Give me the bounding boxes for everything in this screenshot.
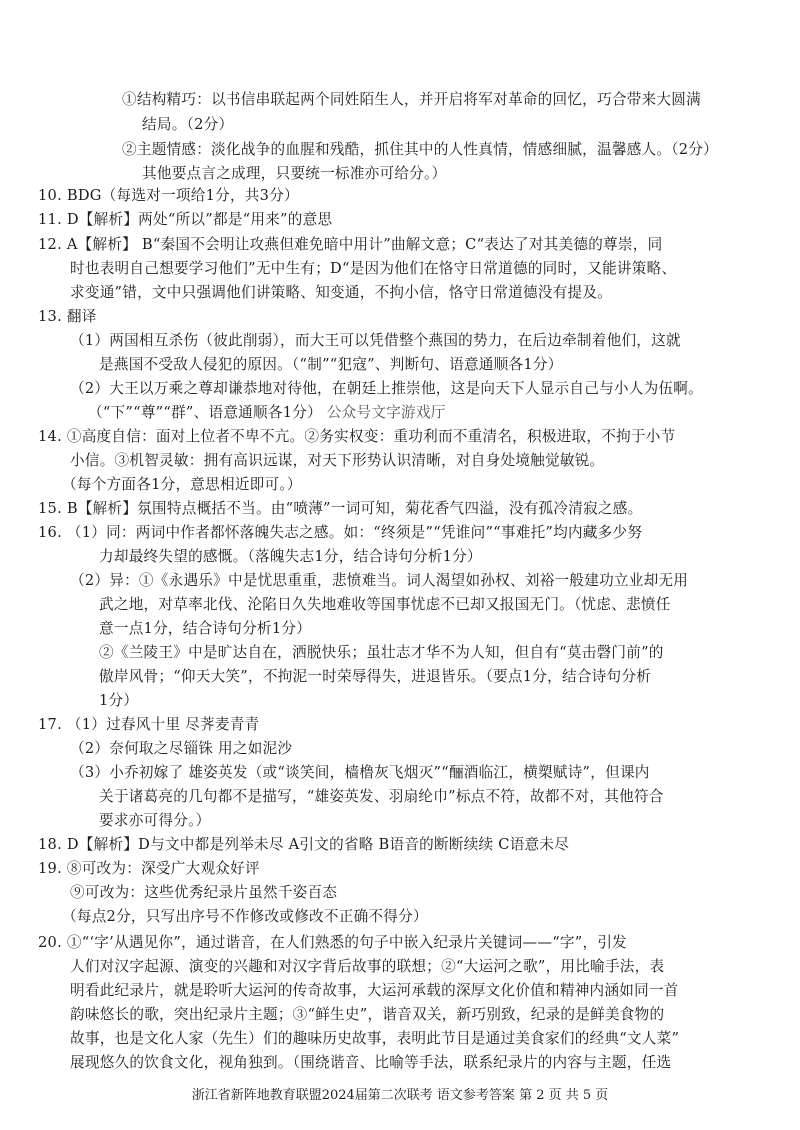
text-line: 其他要点言之成理，只要统一标准亦可给分。） xyxy=(142,165,447,182)
watermark: 公众号文字游戏厅 xyxy=(326,404,446,421)
text-line: 力却最终失望的感慨。（落魄失志1分，结合诗句分析1分） xyxy=(99,548,482,565)
text-line: ②《兰陵王》中是旷达自在，洒脱快乐；虽壮志才华不为人知，但自有“莫击磬门前”的 xyxy=(99,644,664,661)
text-line: 武之地，对草率北伐、沦陷日久失地难收等国事忧虑不已却又报国无门。（忧虑、悲愤任 xyxy=(99,596,671,613)
text-line: 10. BDG（每选对一项给1分，共3分） xyxy=(38,187,299,204)
text-span: （“下”“尊”“群”、语意通顺各1分） xyxy=(88,404,322,421)
text-line: 要求亦可得分。） xyxy=(99,812,211,829)
text-line: 15. B【解析】氛围特点概括不当。由“喷薄”一词可知，菊花香气四溢，没有孤冷清寂之感。 xyxy=(38,500,643,517)
text-line: 明看此纪录片，就是聆听大运河的传奇故事，大运河承载的深厚文化价值和精神内涵如同一首 xyxy=(70,982,679,999)
text-line: （1）两国相互杀伤（彼此削弱），而大王可以凭借整个燕国的势力，在后边牵制着他们，这就 xyxy=(70,332,681,349)
text-line: 14. ①高度自信：面对上位者不卑不亢。②务实权变：重功利而不重清名，积极进取，不拘于小节 xyxy=(38,428,676,445)
text-line: 傲岸风骨；“仰天大笑”，不拘泥一时荣辱得失，进退皆乐。（要点1分，结合诗句分析 xyxy=(99,668,652,685)
text-line: （3）小乔初嫁了 雄姿英发（或“谈笑间，樯橹灰飞烟灭”“酾酒临江，横槊赋诗”，但课内 xyxy=(70,764,650,781)
text-line: 18. D【解析】D与文中都是列举未尽 A引文的省略 B语音的断断续续 C语意未尽 xyxy=(38,836,570,853)
text-line: ①结构精巧：以书信串联起两个同姓陌生人，并开启将军对革命的回忆，巧合带来大圆满 xyxy=(122,91,701,108)
text-line: 关于诸葛亮的几句都不是描写，“雄姿英发、羽扇纶巾”标点不符，故都不对，其他符合 xyxy=(99,788,664,805)
text-line: 求变通”错，文中只强调他们讲策略、知变通，不拘小信，恪守日常道德没有提及。 xyxy=(70,284,613,301)
text-line: 17. （1）过春风十里 尽荠麦青青 xyxy=(38,716,260,733)
text-line: 结局。（2分） xyxy=(142,116,234,133)
text-line: 1分） xyxy=(99,692,139,709)
text-line: （每点2分，只写出序号不作修改或修改不正确不得分） xyxy=(62,908,428,925)
text-line: ②主题情感：淡化战争的血腥和残酷，抓住其中的人性真情，情感细腻，温馨感人。（2分） xyxy=(122,141,718,158)
text-line: 时也表明自己想要学习他们”无中生有；D“是因为他们在恪守日常道德的同时，又能讲策略、 xyxy=(70,260,677,277)
text-line: （2）大王以万乘之尊却谦恭地对待他，在朝廷上推崇他，这是向天下人显示自己与小人为伍啊。 xyxy=(70,380,703,397)
text-line: 是燕国不受敌人侵犯的原因。（“制”“犯寇”、判断句、语意通顺各1分） xyxy=(99,356,563,373)
text-line: 展现悠久的饮食文化，视角独到。（围绕谐音、比喻等手法，联系纪录片的内容与主题，任选 xyxy=(70,1054,672,1071)
text-line: 小信。③机智灵敏：拥有高识远谋，对天下形势认识清晰，对自身处境触觉敏锐。 xyxy=(70,452,605,469)
text-line: 19. ⑧可改为：深受广大观众好评 xyxy=(38,860,260,877)
text-line: 故事，也是文化人家（先生）们的趣味历史故事，表明此节目是通过美食家们的经典“文人菜” xyxy=(70,1030,680,1047)
text-line: （2）异：①《永遇乐》中是忧思重重，悲愤难当。词人渴望如孙权、刘裕一般建功立业却无用 xyxy=(70,572,689,589)
text-line xyxy=(88,403,446,423)
text-line: 11. D【解析】两处“所以”都是“用来”的意思 xyxy=(38,211,333,228)
text-line: （2）奈何取之尽锱铢 用之如泥沙 xyxy=(70,740,293,757)
text-line: 13. 翻译 xyxy=(38,308,97,325)
text-line: 意一点1分，结合诗句分析1分） xyxy=(99,620,312,637)
text-line: 12. A【解析】 B“秦国不会明让攻燕但难免暗中用计”曲解文意；C“表达了对其美德的尊崇，同 xyxy=(38,236,663,253)
text-line: （每个方面各1分，意思相近即可。） xyxy=(62,476,302,493)
text-line: ⑨可改为：这些优秀纪录片虽然千姿百态 xyxy=(70,884,338,901)
text-line: 20. ①“‘字’从遇见你”，通过谐音，在人们熟悉的句子中嵌入纪录片关键词——“字”，引发 xyxy=(38,934,628,951)
text-line: 人们对汉字起源、演变的兴趣和对汉字背后故事的联想；②“大运河之歌”，用比喻手法，表 xyxy=(70,958,665,975)
text-line: 16. （1）同：两词中作者都怀落魄失志之感。如：“终须是”“凭谁问”“事难托”均内藏多少努 xyxy=(38,524,643,541)
page-footer: 浙江省新阵地教育联盟2024届第二次联考 语文参考答案 第 2 页 共 5 页 xyxy=(191,1088,609,1103)
text-line: 韵味悠长的歌，突出纪录片主题；③“鲜生史”，谐音双关，新巧别致，纪录的是鲜美食物的 xyxy=(70,1006,665,1023)
